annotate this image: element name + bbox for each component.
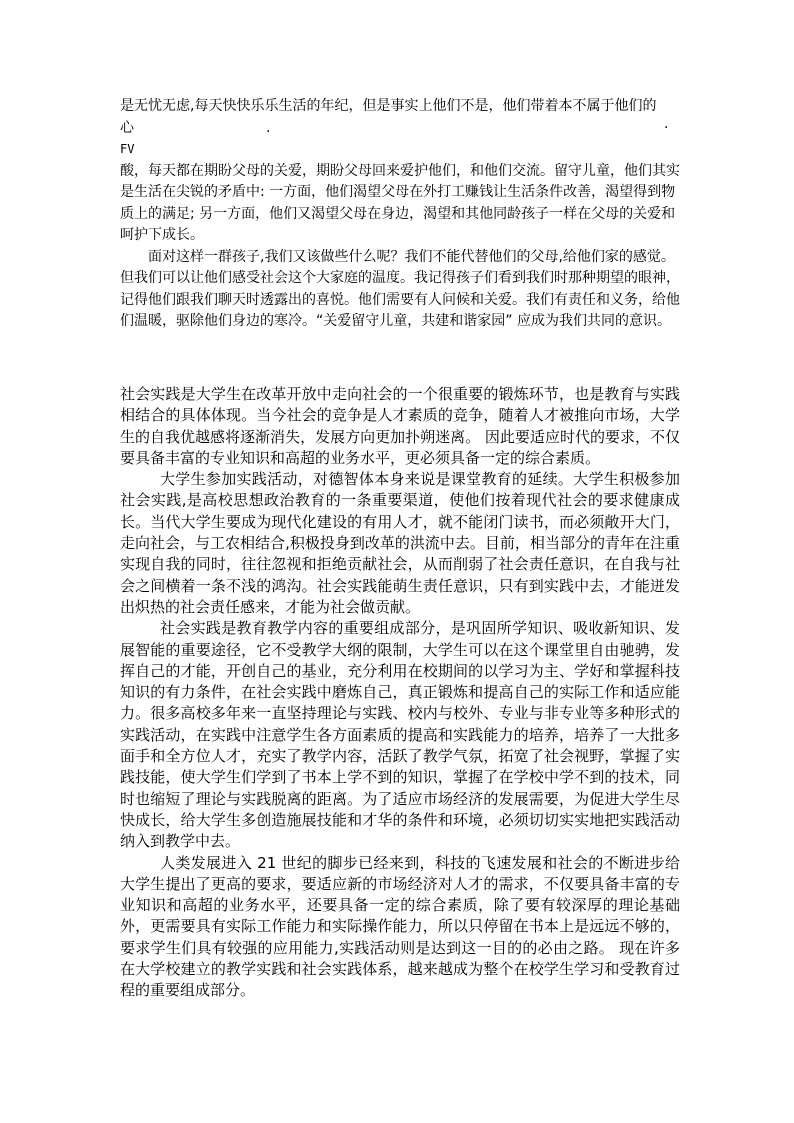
- stray-dot-right: ·: [664, 119, 669, 136]
- intro-paragraph-2: 面对这样一群孩子,我们又该做些什么呢？我们不能代替他们的父母,给他们家的感觉。但我们可以让他们感受社会这个大家庭的温度。我记得孩子们看到我们时那种期望的眼神，记得他们跟我们聊天时透露出的喜悦。他们需要有人问候和关爱。我们有责任和义务，给他们温暖，驱除他们身边的寒冷。“关爱留守儿童，共建和谐家园” 应成为我们共同的意识。: [120, 248, 680, 329]
- intro-section: [120, 96, 680, 333]
- intro-line-2: [120, 118, 680, 140]
- essay-paragraph-3: 社会实践是教育教学内容的重要组成部分，是巩固所学知识、吸收新知识、发展智能的重要途径，它不受教学大纲的限制，大学生可以在这个课堂里自由驰骋，发挥自己的才能，开创自己的基业，充分利用在校期间的以学习为主、学好和掌握科技知识的有力条件，在社会实践中磨炼自己，真正锻炼和提高自己的实际工作和适应能力。很多高校多年来一直坚持理论与实践、校内与校外、专业与非专业等多种形式的实践活动，在实践中注意学生各方面素质的提高和实践能力的培养，培养了一大批多面手和全方位人才，充实了教学内容，活跃了教学气氛，拓宽了社会视野，掌握了实践技能，使大学生们学到了书本上学不到的知识，掌握了在学校中学不到的技术，同时也缩短了理论与实践脱离的距离。为了适应市场经济的发展需要，为促进大学生尽快成长，给大学生多创造施展技能和才华的条件和环境，必须切切实实地把实践活动纳入到教学中去。: [120, 619, 680, 851]
- intro-line-1: 是无忧无虑,每天快快乐乐生活的年纪，但是事实上他们不是，他们带着本不属于他们的: [120, 98, 657, 114]
- intro-line-2-text: 心: [120, 119, 134, 136]
- intro-paragraph-1: 酸，每天都在期盼父母的关爱，期盼父母回来爱护他们，和他们交流。留守儿童，他们其实是生活在尖锐的矛盾中: 一方面，他们渴望父母在外打工赚钱让生活条件改善，渴望得到物质上的满足; 另一方面，他们又渴望父母在身边，渴望和其他同龄孩子一样在父母的关爱和呵护下成长。: [120, 162, 680, 243]
- essay-paragraph-2: 大学生参加实践活动，对德智体本身来说是课堂教育的延续。大学生积极参加社会实践,是高校思想政治教育的一条重要渠道，使他们按着现代社会的要求健康成长。当代大学生要成为现代化建设的有用人才，就不能闭门读书，而必须敞开大门，走向社会，与工农相结合,积极投身到改革的洪流中去。目前，相当部分的青年在注重实现自我的同时，往往忽视和拒绝贡献社会，从而削弱了社会责任意识，在自我与社会之间横着一条不浅的鸿沟。社会实践能萌生责任意识，只有到实践中去，才能迸发出炽热的社会责任感来，才能为社会做贡献。: [120, 470, 680, 616]
- essay-section: [120, 384, 680, 1002]
- fv-mark: FV: [120, 142, 135, 156]
- stray-dot-mid: .: [266, 119, 271, 136]
- essay-paragraph-1: 社会实践是大学生在改革开放中走向社会的一个很重要的锻炼环节，也是教育与实践相结合的具体体现。当今社会的竞争是人才素质的竞争，随着人才被推向市场，大学生的自我优越感将逐渐消失，发展方向更加扑朔迷离。 因此要适应时代的要求，不仅要具备丰富的专业知识和高超的业务水平，更必须具备一定的综合素质。: [120, 385, 680, 467]
- essay-paragraph-4: 人类发展进入 21 世纪的脚步已经来到，科技的飞速发展和社会的不断进步给大学生提出了更高的要求，要适应新的市场经济对人才的需求，不仅要具备丰富的专业知识和高超的业务水平，还要具备一定的综合素质，除了要有较深厚的理论基础外，更需要具有实际工作能力和实际操作能力，所以只停留在书本上是远远不够的，要求学生们具有较强的应用能力,实践活动则是达到这一目的的必由之路。 现在许多在大学校建立的教学实践和社会实践体系，越来越成为整个在校学生学习和受教育过程的重要组成部分。: [120, 853, 680, 1000]
